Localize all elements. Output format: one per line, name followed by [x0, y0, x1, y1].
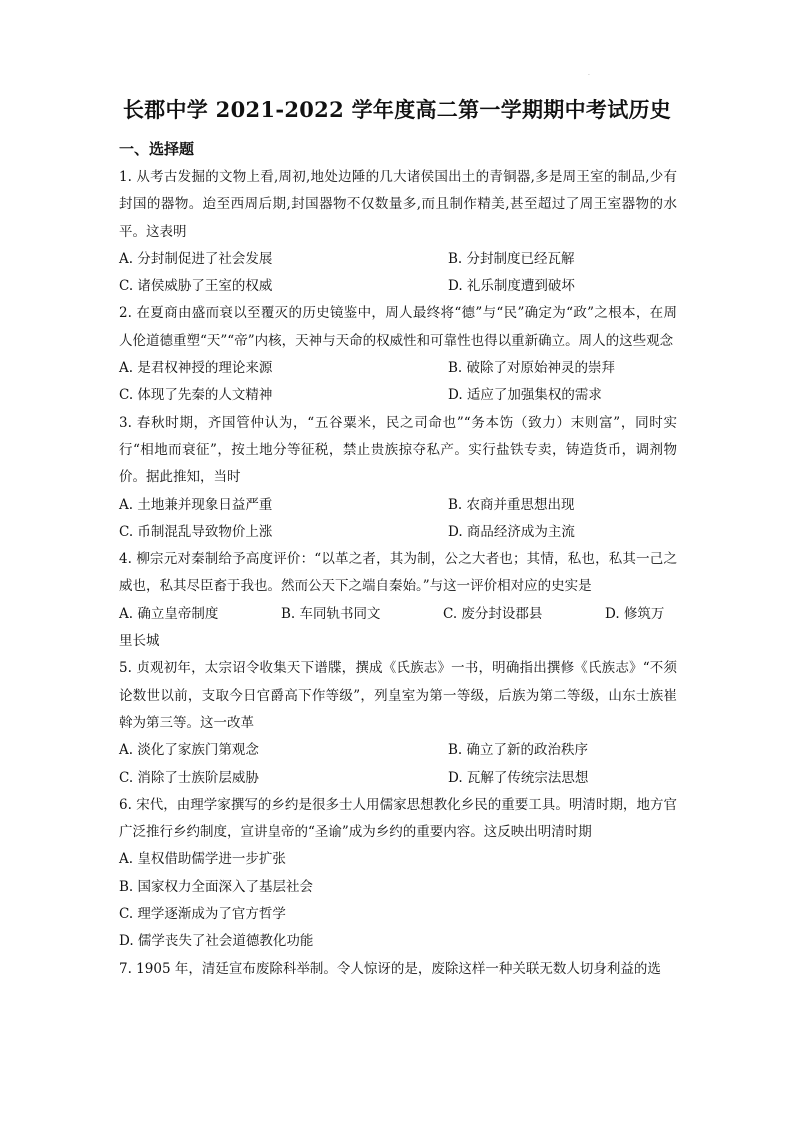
- question-4-option-a: A. 确立皇帝制度: [119, 605, 219, 622]
- question-list: [119, 164, 677, 983]
- question-5-options: [119, 737, 677, 764]
- question-2-option-d: D. 适应了加强集权的需求: [448, 387, 602, 404]
- question-3-option-b: B. 农商并重思想出现: [448, 496, 575, 513]
- question-2-options: [119, 355, 677, 382]
- question-3-options: [119, 492, 677, 519]
- section-title: 一、选择题: [119, 140, 195, 158]
- question-2-option-b: B. 破除了对原始神灵的崇拜: [448, 360, 616, 377]
- question-1-stem: 1. 从考古发掘的文物上看,周初,地处边陲的几大诸侯国出土的青铜器,多是周王室的制品,少有封国的器物。迨至西周后期,封国器物不仅数量多,而且制作精美,甚至超过了周王室器物的水平。这表明: [119, 169, 677, 240]
- question-1-option-a: A. 分封制促进了社会发展: [119, 250, 273, 267]
- question-5-stem: 5. 贞观初年，太宗诏令收集天下谱牒，撰成《氏族志》一书，明确指出撰修《氏族志》“不须论数世以前，支取今日官爵高下作等级”，列皇室为第一等级，后族为第二等级，山东士族崔斡为第三等。这一改革: [119, 660, 677, 731]
- question-3-option-c: C. 币制混乱导致物价上涨: [119, 523, 273, 540]
- question-3-option-a: A. 土地兼并现象日益严重: [119, 496, 273, 513]
- question-1-options-2: [119, 273, 677, 300]
- question-1-option-d: D. 礼乐制度遭到破坏: [448, 278, 575, 295]
- question-5-option-c: C. 消除了士族阶层威胁: [119, 769, 259, 786]
- question-7-stem: 7. 1905 年，清廷宣布废除科举制。令人惊讶的是，废除这样一种关联无数人切身利益的选: [119, 960, 661, 977]
- question-4-option-d-tail: 里长城: [119, 633, 160, 650]
- question-4-option-c: C. 废分封设郡县: [443, 605, 543, 622]
- question-2-stem: 2. 在夏商由盛而衰以至覆灭的历史镜鉴中，周人最终将“德”与“民”确定为“政”之根本，在周人伦道德重塑“天”“帝”内核，天神与天命的权威性和可靠性也得以重新确立。周人的这些观念: [119, 305, 677, 349]
- question-6-option-c: C. 理学逐渐成为了官方哲学: [119, 906, 286, 923]
- question-4-option-d: D. 修筑万: [605, 605, 665, 622]
- question-2-option-a: A. 是君权神授的理论来源: [119, 360, 273, 377]
- question-1-option-c: C. 诸侯威胁了王室的权威: [119, 278, 273, 295]
- question-5-option-a: A. 淡化了家族门第观念: [119, 742, 259, 759]
- question-2-options-2: [119, 382, 677, 409]
- question-1-option-b: B. 分封制度已经瓦解: [448, 250, 575, 267]
- page-dot: ·: [588, 72, 590, 79]
- question-6-option-a: A. 皇权借助儒学进一步扩张: [119, 851, 286, 868]
- question-6-stem: 6. 宋代，由理学家撰写的乡约是很多士人用儒家思想教化乡民的重要工具。明清时期，地方官广泛推行乡约制度，宣讲皇帝的“圣谕”成为乡约的重要内容。这反映出明清时期: [119, 796, 677, 841]
- question-1-options: [119, 246, 677, 273]
- question-3-options-2: [119, 519, 677, 546]
- question-4-options: [119, 601, 677, 628]
- question-4-stem: 4. 柳宗元对秦制给予高度评价：“以革之者，其为制，公之大者也；其情，私也，私其一己之威也，私其尽臣畜于我也。然而公天下之端自秦始。”与这一评价相对应的史实是: [119, 551, 677, 595]
- question-5-option-b: B. 确立了新的政治秩序: [448, 742, 589, 759]
- question-5-options-2: [119, 765, 677, 792]
- question-5-option-d: D. 瓦解了传统宗法思想: [448, 769, 589, 786]
- question-3-option-d: D. 商品经济成为主流: [448, 523, 575, 540]
- question-2-option-c: C. 体现了先秦的人文精神: [119, 387, 273, 404]
- question-3-stem: 3. 春秋时期，齐国管仲认为，“五谷粟米，民之司命也”“务本饬（致力）末则富”，同时实行“相地而衰征”，按土地分等征税，禁止贵族掠夺私产。实行盐铁专卖，铸造货币，调剂物价。据此推知，当时: [119, 414, 677, 486]
- page-title: 长郡中学 2021-2022 学年度高二第一学期期中考试历史: [122, 97, 672, 122]
- question-6-option-b: B. 国家权力全面深入了基层社会: [119, 878, 314, 895]
- question-6-option-d: D. 儒学丧失了社会道德教化功能: [119, 933, 314, 950]
- question-4-option-b: B. 车同轨书同文: [281, 605, 381, 622]
